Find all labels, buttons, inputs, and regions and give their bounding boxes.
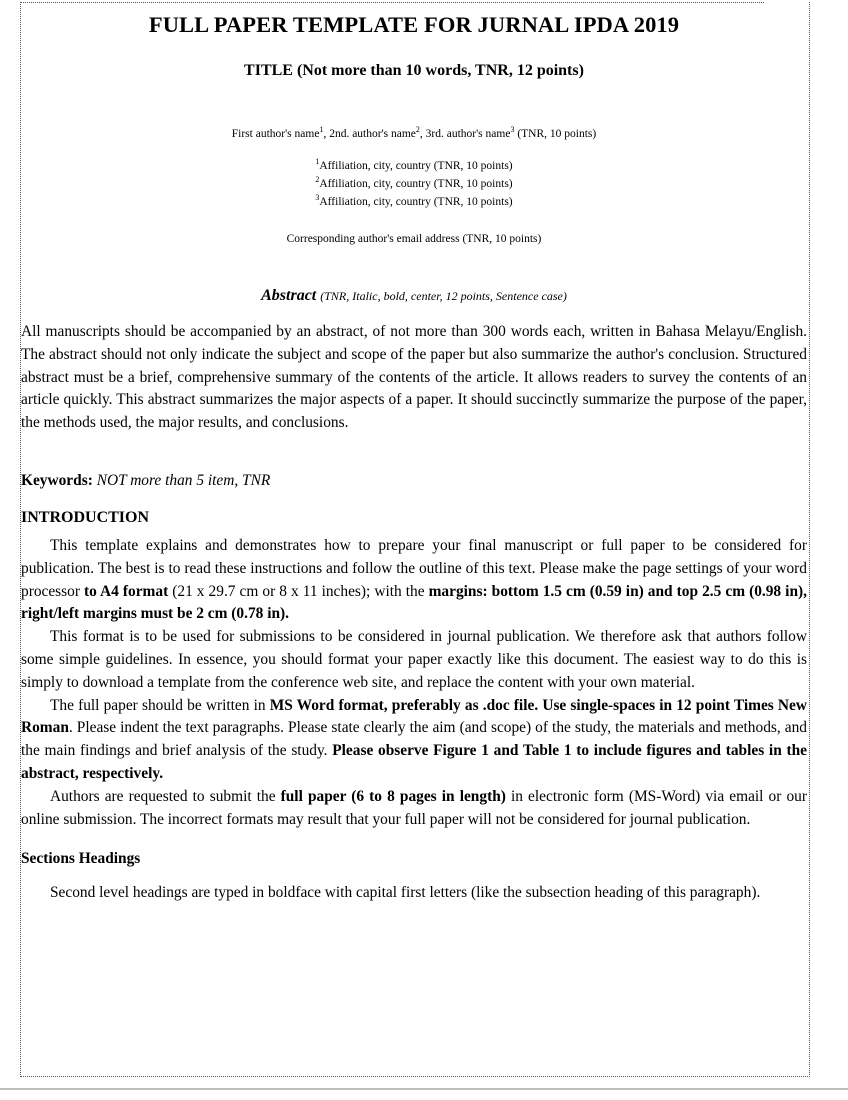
- intro-paragraph-1: This template explains and demonstrates how to prepare your final manuscript or full paper to be considered for publication. The best is to read these instructions and follow the outline of this text. Please make the page settings of your word processor to A4 format (21 x 29.7 cm or 8 x 11 inches); with the margins: bottom 1.5 cm (0.59 in) and top 2.5 cm (0.98 in), right/left margins must be 2 cm (0.78 in).: [21, 536, 807, 623]
- paper-title-instruction: TITLE (Not more than 10 words, TNR, 12 points): [244, 62, 584, 79]
- document-title: FULL PAPER TEMPLATE FOR JURNAL IPDA 2019: [148, 12, 680, 37]
- affiliation-3: $^3$Affiliation, city, country (TNR, 10 points): [315, 193, 513, 208]
- affiliations: [21, 157, 807, 211]
- abstract-heading-note: (TNR, Italic, bold, center, 12 points, Sentence case): [320, 289, 567, 303]
- corresponding-email: Corresponding author's email address (TNR, 10 points): [286, 233, 542, 245]
- intro-paragraph-2: This format is to be used for submissions to be considered in journal publication. We therefore ask that authors follow some simple guidelines. In essence, you should format your paper exactly like this document. The easiest way to do this is simply to download a template from the conference web site, and replace the content with your own material.: [21, 628, 807, 691]
- author-2: 2nd. author's name: [329, 128, 416, 140]
- author-1: First author's name: [231, 128, 320, 140]
- document-page: [21, 8, 807, 905]
- affiliation-2: $^2$Affiliation, city, country (TNR, 10 points): [315, 175, 513, 190]
- author-note: (TNR, 10 points): [517, 128, 597, 140]
- sections-paragraph-1: Second level headings are typed in boldface with capital first letters (like the subsection heading of this paragraph).: [50, 884, 761, 902]
- author-line: First author's name$^1$, 2nd. author's name$^2$, 3rd. author's name$^3$ (TNR, 10 points): [231, 125, 597, 140]
- abstract-heading: Abstract (TNR, Italic, bold, center, 12 points, Sentence case): [261, 287, 567, 304]
- intro-paragraph-3: The full paper should be written in MS Word format, preferably as .doc file. Use single-spaces in 12 point Times New Roman. Please indent the text paragraphs. Please state clearly the aim (and scope) of the study, the materials and methods, and the main findings and brief analysis of the study. Please observe Figure 1 and Table 1 to include figures and tables in the abstract, respectively.: [21, 696, 807, 782]
- sections-heading: Sections Headings: [21, 850, 141, 868]
- keywords-line: [21, 470, 807, 492]
- intro-paragraph-4: Authors are requested to submit the full paper (6 to 8 pages in length) in electronic form (MS-Word) via email or our online submission. The incorrect formats may result that your full paper will not be considered for journal publication.: [21, 787, 807, 828]
- affiliation-1: $^1$Affiliation, city, country (TNR, 10 points): [315, 157, 513, 172]
- page-bottom-edge: [0, 1088, 848, 1090]
- abstract-body: All manuscripts should be accompanied by an abstract, of not more than 300 words each, written in Bahasa Melayu/English. The abstract should not only indicate the subject and scope of the paper but also summarize the author's conclusion. Structured abstract must be a brief, comprehensive summary of the contents of the article. It allows readers to survey the contents of an article quickly. This abstract summarizes the major aspects of a paper. It should succinctly summarize the purpose of the paper, the methods used, the major results, and conclusions.: [21, 323, 807, 432]
- keywords-value: NOT more than 5 item, TNR: [96, 471, 271, 489]
- keywords-label: Keywords:: [21, 471, 93, 489]
- author-3: 3rd. author's name: [425, 128, 511, 140]
- introduction-heading: INTRODUCTION: [21, 508, 150, 526]
